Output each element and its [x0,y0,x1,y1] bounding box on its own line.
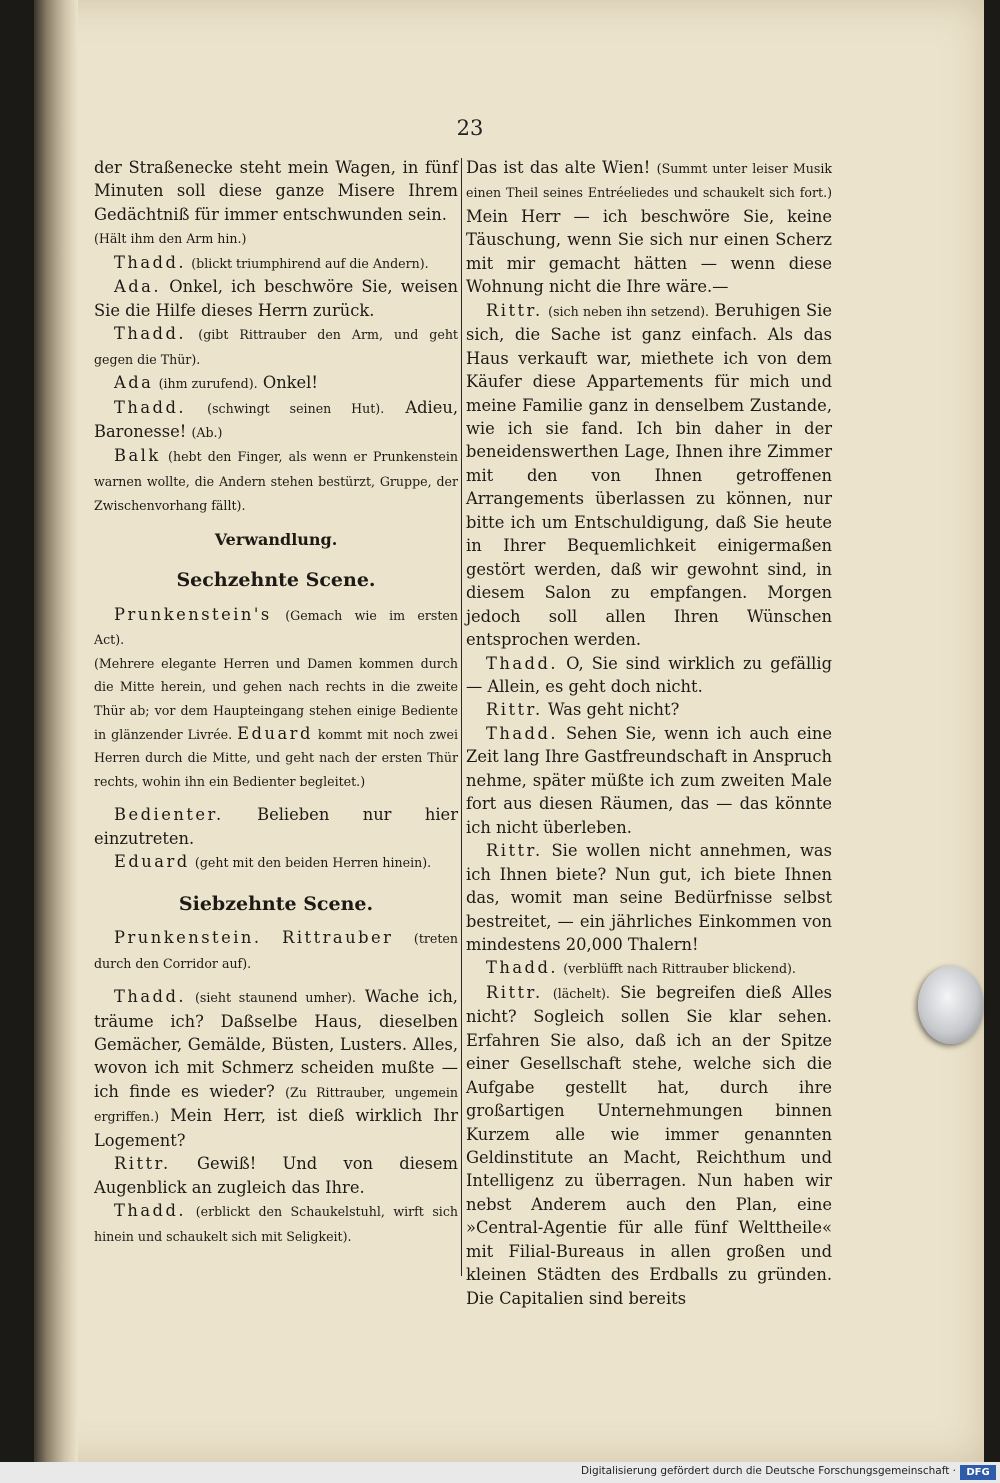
paragraph [94,603,458,652]
paragraph [94,803,458,850]
paragraph [466,652,832,699]
stage-direction: kommt mit noch zwei Herren durch die Mitte, und geht nach der ersten Thür rechts, wohin ihn ein Bedienter begleitet.) [94,726,458,789]
stage-direction: (ihm zurufend). [158,376,258,392]
dialogue-text: Beruhigen Sie sich, die Sache ist ganz einfach. Als das Haus verkauft war, miethete ich von dem Käufer diese Appartements für mich und meine Familie ganz in denselbem Zustande, wie ich sie fand. Ich bin daher in der beneidenswerthen Lage, Ihnen ihre Zimmer mit den von Ihnen getroffenen Arrangements überlassen zu können, nur bitte ich um Entschuldigung, daß Sie heute in Ihrer Bequemlichkeit einigermaßen gestört werden, daß wir gewohnt sind, in diesem Salon zu empfangen. Morgen jedoch soll allen Ihren Wünschen entsprochen werden. [466,300,832,650]
paragraph [94,1199,458,1248]
paragraph [94,251,458,275]
stage-direction: (blickt triumphirend auf die Andern). [191,255,429,271]
paragraph [94,652,458,794]
stage-direction: (sich neben ihn setzend). [548,303,710,319]
dialogue-text: Adieu, Baronesse! [94,397,458,441]
speaker-name: Thadd. [114,987,187,1007]
stage-direction: (Mehrere elegante Herren und Damen kommen durch die Mitte herein, und gehen nach rechts in die zweite Thür ab; vor dem Haupteingang stehen einige Bediente in glänzender Livrée. [94,655,458,742]
paragraph [466,981,832,1310]
speaker-name: Ada. [114,277,162,297]
dialogue-text: Mein Herr — ich beschwöre Sie, keine Täuschung, wenn Sie sich nur einen Scherz mit mir gemacht hätten — wenn diese Wohnung nicht die Ihre wäre.— [466,206,832,297]
paragraph [94,275,458,322]
speaker-name: Thadd. [486,653,559,673]
paragraph [466,722,832,839]
stage-direction: (lächelt). [552,985,610,1001]
digitization-credit: Digitalisierung gefördert durch die Deutsche Forschungsgemeinschaft · [580,1465,956,1477]
stage-direction: (verblüfft nach Rittrauber blickend). [563,961,796,977]
column-divider [461,158,462,1276]
speaker-name: Thadd. [486,958,559,978]
speaker-name: Ada [114,373,154,393]
speaker-name: Balk [114,446,161,466]
left-column [94,156,458,1248]
paragraph [466,956,832,980]
page-number: 23 [456,116,484,140]
right-column [466,156,832,1310]
stage-direction: (Ab.) [191,424,223,440]
speaker-name: Rittr. [486,700,543,720]
stage-direction: (Gemach wie im ersten Act). [94,607,458,648]
dialogue-text: Belieben nur hier einzutreten. [94,805,458,848]
speaker-name: Bedienter. [114,805,224,825]
dfg-logo: DFG [960,1465,996,1480]
speaker-name: Thadd. [114,324,187,344]
paragraph [466,698,832,721]
stage-direction: (gibt Rittrauber den Arm, und geht gegen die Thür). [94,327,458,367]
speaker-name: Rittr. [486,300,543,320]
dialogue-text: Sie wollen nicht annehmen, was ich Ihnen biete? Nun gut, ich biete Ihnen das, womit man seine Bedürfnisse selbst bestreitet, — ein jährliches Einkommen von mindestens 20,000 Thalern! [466,841,832,954]
dialogue-text: Mein Herr, ist dieß wirklich Ihr Logement? [94,1106,458,1150]
scene-heading: Siebzehnte Scene. [178,892,374,915]
dialogue-text: Was geht nicht? [547,700,680,720]
speaker-name: Eduard [237,723,313,743]
dialogue-text: der Straßenecke steht mein Wagen, in fünf Minuten soll diese ganze Misere Ihrem Gedächtniß für immer entschwunden sein. [94,158,458,224]
dialogue-text: Gewiß! Und von diesem Augenblick an zugleich das Ihre. [94,1154,458,1197]
stage-direction: (hebt den Finger, als wenn er Prunkenstein warnen wollte, die Andern stehen bestürzt, Gruppe, der Zwischenvorhang fällt). [94,449,458,514]
paragraph [466,156,832,299]
stage-direction: (schwingt seinen Hut). [207,400,385,416]
speaker-name: Thadd. [114,397,187,417]
dialogue-text: Onkel, ich beschwöre Sie, weisen Sie die Hilfe dieses Herrn zurück. [94,277,458,320]
scene-change-heading: Verwandlung. [214,529,338,549]
dialogue-text: O, Sie sind wirklich zu gefällig — Allein, es geht doch nicht. [466,653,832,696]
stage-direction: (Hält ihm den Arm hin.) [94,231,247,247]
book-binding [34,0,78,1462]
paragraph [466,839,832,956]
scene-heading: Sechzehnte Scene. [176,569,376,592]
page-clip [918,966,984,1044]
speaker-name: Rittr. [114,1154,171,1174]
stage-direction: (Summt unter leiser Musik einen Theil seines Entréeliedes und schaukelt sich fort.) [466,161,832,201]
speaker-name: Rittr. [486,982,543,1002]
paragraph [466,299,832,652]
paragraph [94,985,458,1152]
paragraph [94,850,458,874]
paragraph [94,444,458,517]
stage-direction: (Zu Rittrauber, ungemein ergriffen.) [94,1084,458,1125]
stage-direction: (geht mit den beiden Herren hinein). [194,855,432,871]
stage-direction: (erblickt den Schaukelstuhl, wirft sich hinein und schaukelt sich mit Seligkeit). [94,1204,458,1244]
speaker-name: Thadd. [114,1201,187,1221]
speaker-name: Prunkenstein. [114,928,262,948]
speaker-name: Rittr. [486,841,543,861]
speaker-name: Thadd. [486,723,559,743]
paragraph [94,322,458,371]
dialogue-text: Sie begreifen dieß Alles nicht? Sogleich sollen Sie klar sehen. Erfahren Sie also, daß ich an der Spitze einer Gesellschaft stehe, welche sich die Aufgabe gestellt hat, durch ihre großartigen Unternehmungen binnen Kurzem alle wie immer genannten Geldinstitute an Macht, Reichthum und Intelligenz zu überragen. Nun haben wir nebst Anderem auch den Plan, eine »Central-Agentie für alle fünf Welttheile« mit Filial-Bureaus in allen großen und kleinen Städten des Erdballs zu gründen. Die Capitalien sind bereits [466,982,832,1308]
speaker-name: Eduard [114,852,190,872]
stage-direction: (treten durch den Corridor auf). [94,931,458,971]
speaker-name: Rittrauber [282,928,394,948]
speaker-name: Thadd. [114,252,187,272]
dialogue-text: Onkel! [262,373,318,393]
stage-direction: (sieht staunend umher). [194,990,356,1006]
speaker-name: Prunkenstein's [114,604,272,624]
dialogue-text: Sehen Sie, wenn ich auch eine Zeit lang Ihre Gastfreundschaft in Anspruch nehme, später müßte ich zum zweiten Male fort aus diesen Räumen, das — das könnte ich nicht überleben. [466,723,833,837]
paragraph [94,1152,458,1199]
paragraph [94,371,458,395]
paragraph [94,926,458,975]
paragraph [94,396,458,445]
dialogue-text: Das ist das alte Wien! [466,158,651,177]
dialogue-text: Wache ich, träume ich? Daßselbe Haus, dieselben Gemächer, Gemälde, Büsten, Lusters. Alles, wovon ich mit Schmerz scheiden mußte — ich finde es wieder? [94,987,458,1101]
paragraph [94,156,458,251]
